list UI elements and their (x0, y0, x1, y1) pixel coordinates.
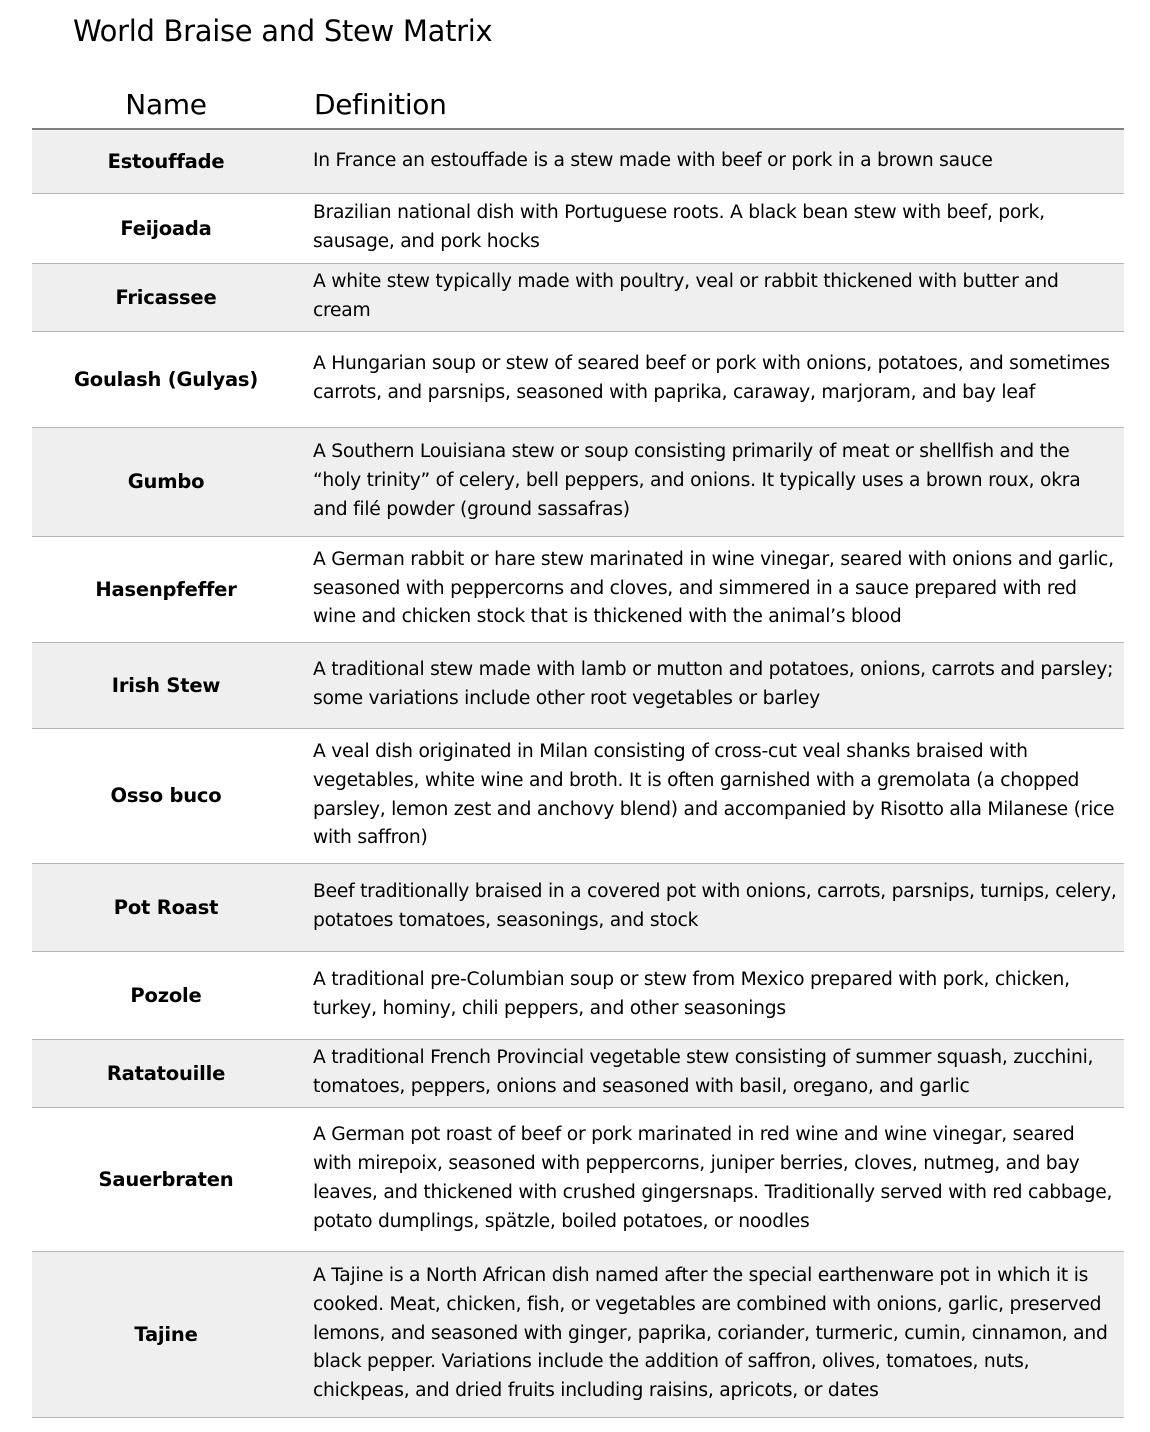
dish-definition: A Southern Louisiana stew or soup consisting primarily of meat or shellfish and the “holy trinity” of celery, bell peppers, and onions. It typically uses a brown roux, okra and filé powder (ground sassafras) (300, 427, 1124, 536)
dish-name: Goulash (Gulyas) (32, 331, 300, 427)
dish-name: Ratatouille (32, 1039, 300, 1107)
dish-definition: A traditional pre-Columbian soup or stew from Mexico prepared with pork, chicken, turkey, hominy, chili peppers, and other seasonings (300, 951, 1124, 1039)
dish-name: Irish Stew (32, 642, 300, 728)
dish-name: Gumbo (32, 427, 300, 536)
page-title: World Braise and Stew Matrix (73, 14, 493, 48)
dish-name: Estouffade (32, 130, 300, 193)
stew-matrix-table (32, 130, 1124, 1418)
dish-definition: A traditional French Provincial vegetable stew consisting of summer squash, zucchini, tomatoes, peppers, onions and seasoned with basil, oregano, and garlic (300, 1039, 1124, 1107)
dish-name: Fricassee (32, 263, 300, 331)
table-row (32, 427, 1124, 536)
dish-definition: A Hungarian soup or stew of seared beef or pork with onions, potatoes, and sometimes carrots, and parsnips, seasoned with paprika, caraway, marjoram, and bay leaf (300, 331, 1124, 427)
table-row (32, 642, 1124, 728)
dish-definition: A white stew typically made with poultry, veal or rabbit thickened with butter and cream (300, 263, 1124, 331)
table-row (32, 331, 1124, 427)
table-row (32, 1039, 1124, 1107)
dish-definition: A traditional stew made with lamb or mutton and potatoes, onions, carrots and parsley; some variations include other root vegetables or barley (300, 642, 1124, 728)
dish-definition: A German pot roast of beef or pork marinated in red wine and wine vinegar, seared with mirepoix, seasoned with peppercorns, juniper berries, cloves, nutmeg, and bay leaves, and thickened with crushed gingersnaps. Traditionally served with red cabbage, potato dumplings, spätzle, boiled potatoes, or noodles (300, 1107, 1124, 1251)
table-row (32, 863, 1124, 951)
dish-definition: A veal dish originated in Milan consisting of cross-cut veal shanks braised with vegetables, white wine and broth. It is often garnished with a gremolata (a chopped parsley, lemon zest and anchovy blend) and accompanied by Risotto alla Milanese (rice with saffron) (300, 728, 1124, 863)
table-header (32, 88, 1124, 130)
table-row (32, 1251, 1124, 1417)
table-row (32, 193, 1124, 263)
table-row (32, 130, 1124, 193)
dish-definition: Brazilian national dish with Portuguese roots. A black bean stew with beef, pork, sausage, and pork hocks (300, 193, 1124, 263)
column-header-definition: Definition (314, 88, 447, 121)
dish-name: Pot Roast (32, 863, 300, 951)
dish-name: Tajine (32, 1251, 300, 1417)
dish-name: Sauerbraten (32, 1107, 300, 1251)
dish-definition: A German rabbit or hare stew marinated in wine vinegar, seared with onions and garlic, seasoned with peppercorns and cloves, and simmered in a sauce prepared with red wine and chicken stock that is thickened with the animal’s blood (300, 536, 1124, 642)
dish-name: Pozole (32, 951, 300, 1039)
column-header-name: Name (125, 88, 207, 121)
table-row (32, 728, 1124, 863)
dish-definition: In France an estouffade is a stew made with beef or pork in a brown sauce (300, 130, 1124, 193)
table-row (32, 951, 1124, 1039)
dish-definition: A Tajine is a North African dish named after the special earthenware pot in which it is cooked. Meat, chicken, fish, or vegetables are combined with onions, garlic, preserved lemons, and seasoned with ginger, paprika, coriander, turmeric, cumin, cinnamon, and black pepper. Variations include the addition of saffron, olives, tomatoes, nuts, chickpeas, and dried fruits including raisins, apricots, or dates (300, 1251, 1124, 1417)
table-row (32, 263, 1124, 331)
dish-name: Feijoada (32, 193, 300, 263)
dish-name: Osso buco (32, 728, 300, 863)
table-row (32, 536, 1124, 642)
table-row (32, 1107, 1124, 1251)
dish-name: Hasenpfeffer (32, 536, 300, 642)
dish-definition: Beef traditionally braised in a covered pot with onions, carrots, parsnips, turnips, celery, potatoes tomatoes, seasonings, and stock (300, 863, 1124, 951)
